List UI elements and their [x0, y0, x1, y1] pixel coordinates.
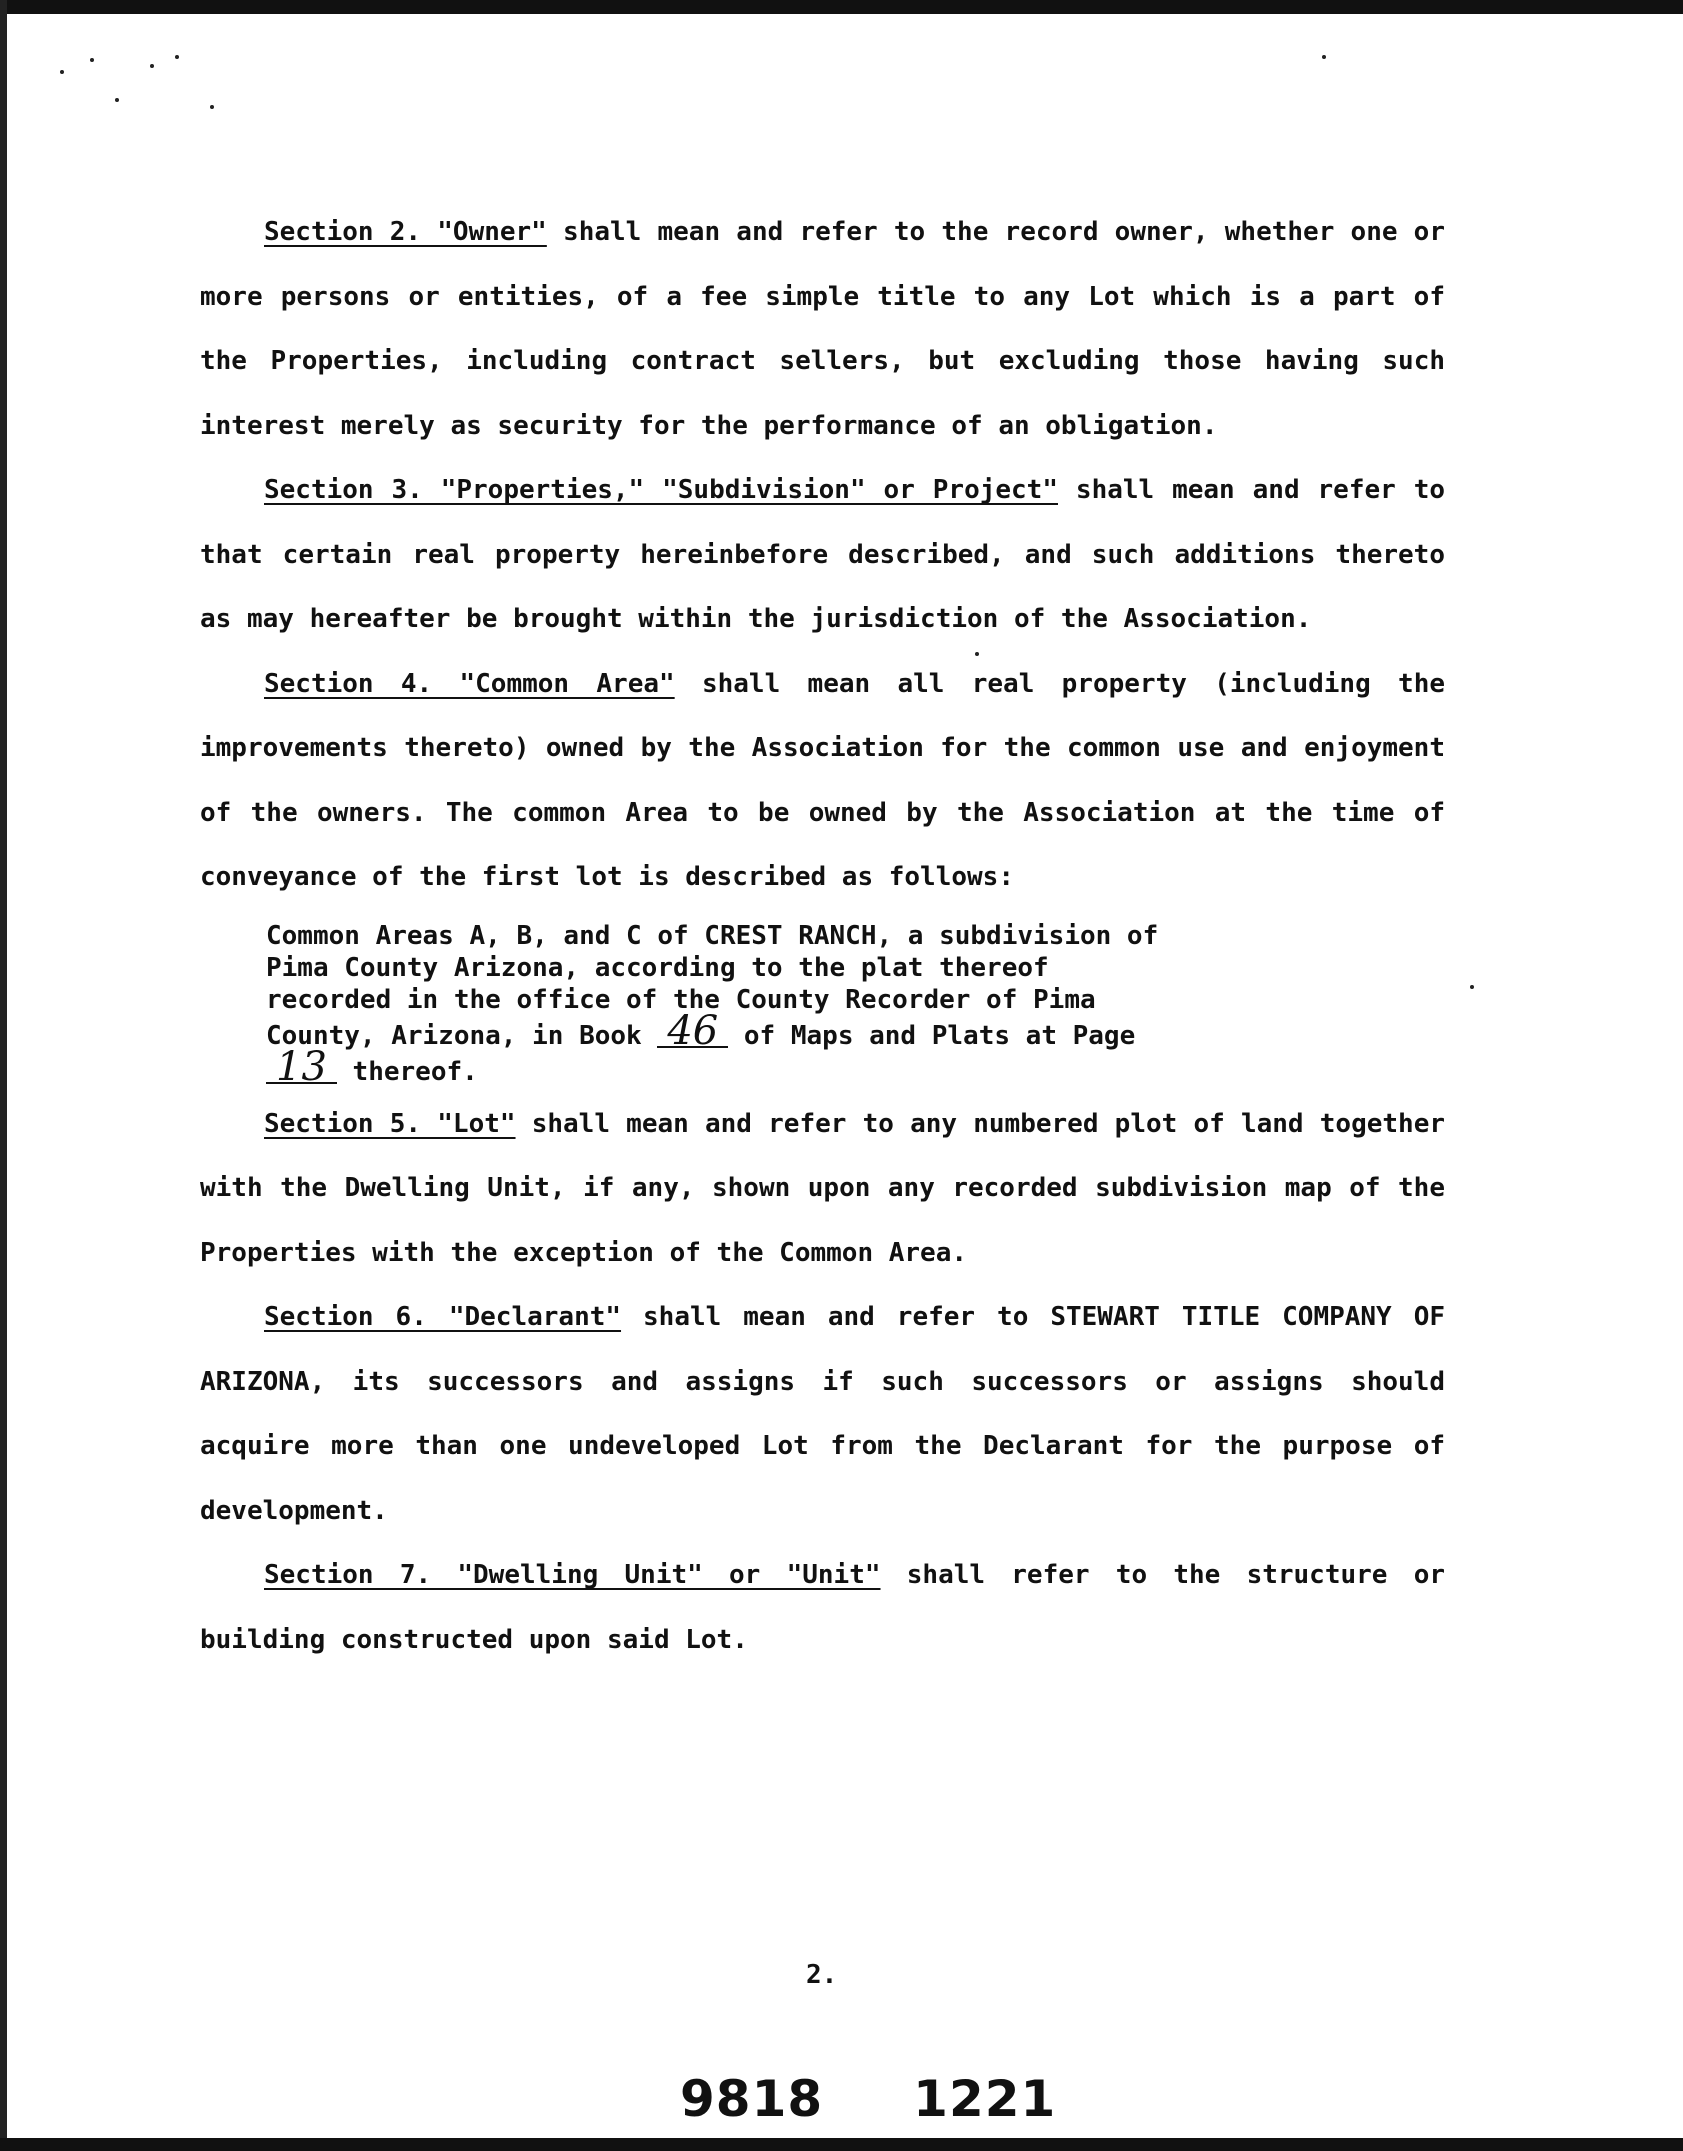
- document-recording-number: [680, 2070, 1056, 2128]
- section-6-heading: Section 6. "Declarant": [264, 1302, 622, 1332]
- section-4-text: shall mean all real property (including the improvements thereto) owned by the Association for the common use and enjoyment of the owners. The common Area to be owned by the Association at the time of conveyance of the first lot is described as follows:: [200, 668, 1445, 892]
- section-5-heading: Section 5. "Lot": [264, 1108, 516, 1139]
- handwritten-page-number: 13: [266, 1052, 337, 1084]
- section-7-text: shall refer to the structure or building constructed upon said Lot.: [200, 1560, 1446, 1655]
- legal-line-3: recorded in the office of the County Recorder of Pima: [266, 984, 1096, 1015]
- legal-line-1: Common Areas A, B, and C of CREST RANCH, a subdivision of: [266, 920, 1159, 951]
- legal-line-2: Pima County Arizona, according to the plat thereof: [266, 952, 1049, 983]
- document-body: [200, 200, 1445, 1672]
- scan-speck: [150, 64, 154, 68]
- section-4-heading: Section 4. "Common Area": [264, 668, 675, 699]
- scan-border-top: [0, 0, 1683, 14]
- recording-page-number: 1221: [913, 2070, 1057, 2128]
- section-7-paragraph: [200, 1543, 1445, 1672]
- scan-speck: [1322, 55, 1326, 59]
- docket-number: 9818: [680, 2070, 824, 2128]
- handwritten-book-number: 46: [657, 1016, 728, 1048]
- section-7-heading: Section 7. "Dwelling Unit" or "Unit": [264, 1560, 881, 1590]
- page-number: 2.: [806, 1960, 838, 1990]
- legal-line-5: thereof.: [336, 1056, 478, 1087]
- section-4-paragraph: [200, 652, 1445, 910]
- scan-border-bottom: [0, 2138, 1683, 2151]
- scan-speck: [1470, 985, 1474, 989]
- section-6-paragraph: [200, 1285, 1445, 1543]
- section-2-paragraph: [200, 200, 1445, 458]
- section-3-text: shall mean and refer to that certain real property hereinbefore described, and such additions thereto as may hereafter be brought within the jurisdiction of the Association.: [200, 475, 1446, 634]
- scan-border-left: [0, 0, 7, 2151]
- section-6-text: shall mean and refer to STEWART TITLE COMPANY OF ARIZONA, its successors and assigns if such successors or assigns should acquire more than one undeveloped Lot from the Declarant for the purpose of development.: [200, 1302, 1445, 1526]
- section-3-paragraph: [200, 458, 1445, 652]
- scan-speck: [60, 70, 64, 74]
- legal-description: [266, 920, 1216, 1088]
- scan-speck: [210, 105, 214, 109]
- section-5-text: shall mean and refer to any numbered plot of land together with the Dwelling Unit, if any, shown upon any recorded subdivision map of the Properties with the exception of the Common Area.: [200, 1108, 1446, 1268]
- scan-speck: [115, 98, 119, 102]
- section-2-heading: Section 2. "Owner": [264, 217, 547, 247]
- section-3-heading: Section 3. "Properties," "Subdivision" or Project": [264, 475, 1058, 505]
- scan-speck: [90, 58, 94, 62]
- section-2-text: shall mean and refer to the record owner, whether one or more persons or entities, of a fee simple title to any Lot which is a part of the Properties, including contract sellers, but excluding those having such interest merely as security for the performance of an obligation.: [200, 217, 1445, 441]
- section-5-paragraph: [200, 1092, 1445, 1286]
- legal-line-4a: County, Arizona, in Book: [266, 1020, 658, 1051]
- legal-line-4b: of Maps and Plats at Page: [728, 1020, 1136, 1051]
- scan-speck: [175, 55, 179, 59]
